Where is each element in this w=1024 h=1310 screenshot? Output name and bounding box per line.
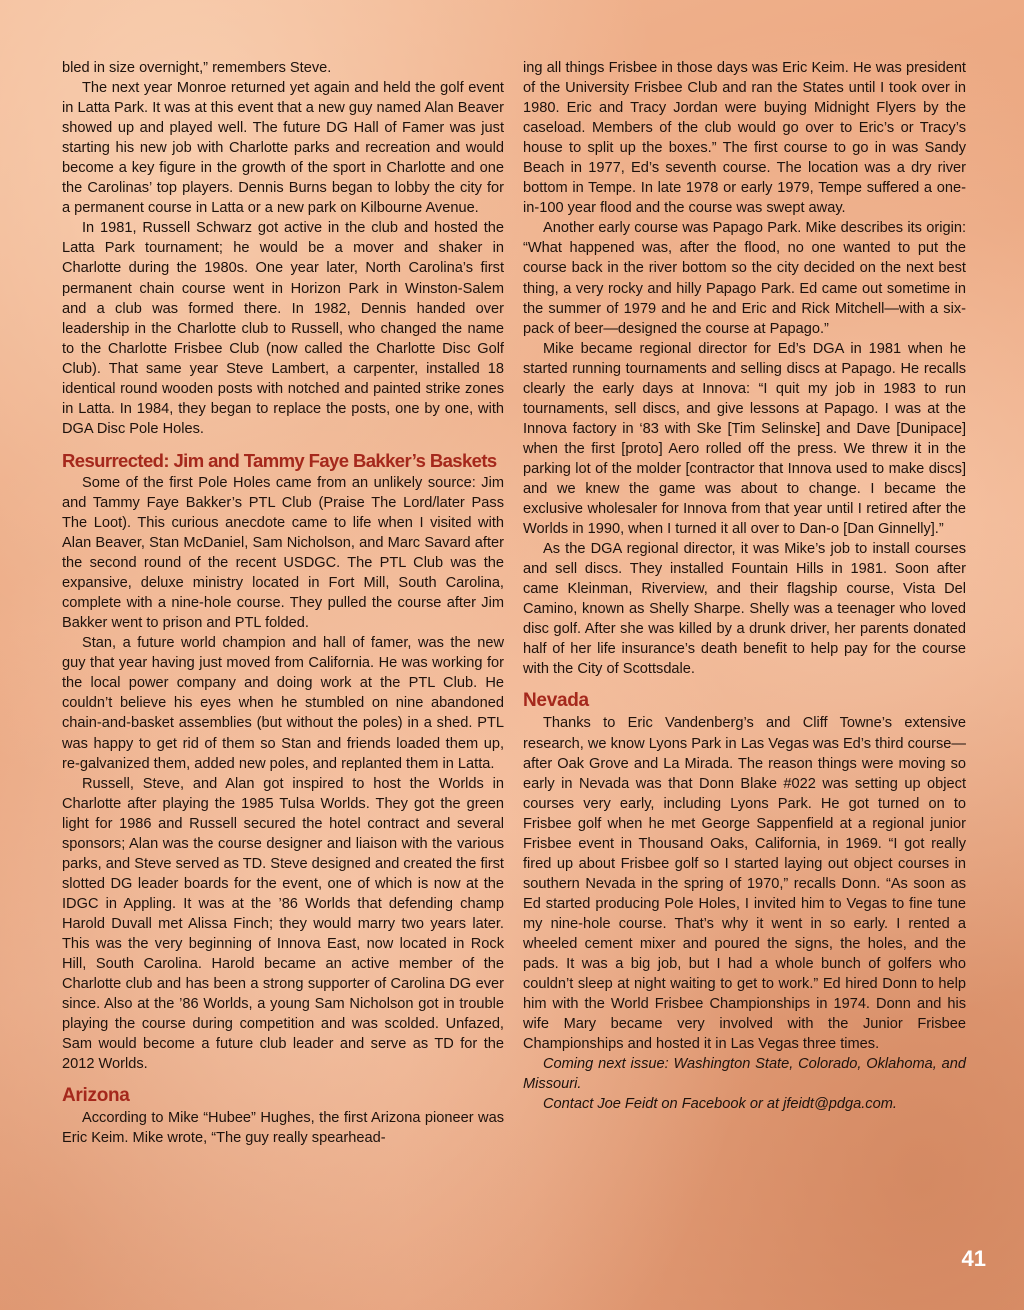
paragraph: As the DGA regional director, it was Mike’s job to install courses and sell discs. They installed Fountain Hills in 1981. Soon after came Kleinman, Riverview, and their flagship course, Vista Del Camino, known as Shelly Sharpe. Shelly was a teenager who loved disc golf. After she was killed by a drunk driver, her parents donated half of her life insurance’s death benefit to help pay for the course with the City of Scottsdale. [523,541,966,678]
left-column [62,58,504,1148]
paragraph: Stan, a future world champion and hall of famer, was the new guy that year having just moved from California. He was working for the local power company and doing work at the PTL Club. He couldn’t believe his eyes when he stumbled on nine abandoned chain-and-basket assemblies (but without the poles) in a shed. PTL was happy to get rid of them so Stan and friends loaded them up, re-galvanized them, added new poles, and replanted them in Latta. [62,635,504,772]
paragraph: ing all things Frisbee in those days was Eric Keim. He was president of the University Frisbee Club and ran the States until I took over in 1980. Eric and Tracy Jordan were buying Midnight Flyers by the caseload. Members of the club would go over to Eric’s or Tracy’s house to split up the boxes.” The first course to go in was Sandy Beach in 1977, Ed’s seventh course. The location was a dry river bottom in Tempe. In late 1978 or early 1979, Tempe suffered a one-in-100 year flood and the course was swept away. [523,60,966,217]
section-heading-arizona: Arizona [62,1085,130,1107]
paragraph: The next year Monroe returned yet again and held the golf event in Latta Park. It was at this event that a new guy named Alan Beaver showed up and played well. The future DG Hall of Famer was just starting his new job with Charlotte parks and recreation and would become a key figure in the growth of the sport in Charlotte and one the Carolinas’ top players. Dennis Burns began to lobby the city for a permanent course in Latta or a new park on Kilbourne Avenue. [62,80,504,217]
paragraph: Some of the first Pole Holes came from an unlikely source: Jim and Tammy Faye Bakker’s PTL Club (Praise The Lord/later Pass The Loot). This curious anecdote came to life when I visited with Alan Beaver, Stan McDaniel, Sam Nicholson, and Marc Savard after the second round of the recent USDGC. The PTL Club was the expansive, deluxe ministry located in Fort Mill, South Carolina, complete with a nine-hole course. They pulled the course after Jim Bakker went to prison and PTL folded. [62,474,504,632]
paragraph: bled in size overnight,” remembers Steve. [62,60,332,76]
paragraph: Mike became regional director for Ed’s DGA in 1981 when he started running tournaments and selling discs at Papago. He recalls clearly the early days at Innova: “I quit my job in 1983 to run tournaments, sell discs, and give lessons at Papago. I was at the Innova factory in ‘83 with Ske [Tim Selinske] and Dave [Dunipace] when the first [proto] Aero rolled off the press. We threw it in the parking lot of the molder [contractor that Innova used to make discs] and we knew the game was about to change. I became the exclusive wholesaler for Innova from that year until I retired after the Worlds in 1990, when I turned it all over to Dan-o [Dan Ginnelly].” [523,340,966,538]
paragraph: Russell, Steve, and Alan got inspired to host the Worlds in Charlotte after playing the 1985 Tulsa Worlds. They got the green light for 1986 and Russell secured the hotel contract and several sponsors; Alan was the course designer and liaison with the various parks, and Steve served as TD. Steve designed and created the first slotted DG leader boards for the event, one of which is now at the IDGC in Appling. It was at the ’86 Worlds that defending champ Harold Duvall met Alissa Finch; they would marry two years later. This was the very beginning of Innova East, now located in Rock Hill, South Carolina. Harold became an active member of the Charlotte club and has been a strong supporter of Carolina DG ever since. Also at the ’86 Worlds, a young Sam Nicholson got in trouble playing the course during competition and was scolded. Unfazed, Sam would become a future club leader and serve as TD for the 2012 Worlds. [62,775,504,1073]
next-issue-note: Coming next issue: Washington State, Colorado, Oklahoma, and Missouri. [523,1056,966,1093]
right-column [523,58,966,1114]
contact-note: Contact Joe Feidt on Facebook or at jfeidt@pdga.com. [543,1096,897,1113]
paragraph: In 1981, Russell Schwarz got active in the club and hosted the Latta Park tournament; he would be a mover and shaker in Charlotte during the 1980s. One year later, North Carolina’s first permanent chain course went in Horizon Park in Winston-Salem and a club was formed there. In 1982, Dennis handed over leadership in the Charlotte club to Russell, who changed the name to the Charlotte Frisbee Club (now called the Charlotte Disc Golf Club). That same year Steve Lambert, a carpenter, installed 18 identical round wooden posts with notched and painted strike zones in Latta. In 1984, they began to replace the posts, one by one, with DGA Disc Pole Holes. [62,220,504,437]
paragraph: According to Mike “Hubee” Hughes, the first Arizona pioneer was Eric Keim. Mike wrote, “The guy really spearhead- [62,1110,504,1147]
paragraph: Another early course was Papago Park. Mike describes its origin: “What happened was, after the flood, no one wanted to put the course back in the river bottom so the city decided on the next best thing, a very rocky and hilly Papago Park. Ed came out sometime in the summer of 1979 and he and Eric and Rick Mitchell—with a six-pack of beer—designed the course at Papago.” [523,220,966,337]
paragraph: Thanks to Eric Vandenberg’s and Cliff Towne’s extensive research, we know Lyons Park in Las Vegas was Ed’s third course—after Oak Grove and La Mirada. The reason things were moving so early in Nevada was that Donn Blake #022 was setting up object courses very early, including Lyons Park. He got turned on to Frisbee golf when he met George Sappenfield at a regional junior Frisbee event in Thousand Oaks, California, in 1969. “I got really fired up about Frisbee golf so I started laying out object courses in southern Nevada in the spring of 1970,” recalls Donn. “As soon as Ed started producing Pole Holes, I invited him to Vegas to fine tune my nine-hole course. That’s why it went in so early. I rented a wheeled cement mixer and poured the signs, the holes, and the pads. It was a big job, but I had a whole bunch of golfers who couldn’t sleep at night waiting to get to work.” Ed hired Donn to help him with the World Frisbee Championships in 1974. Donn and his wife Mary became very involved with the Junior Frisbee Championships and hosted it in Las Vegas three times. [523,715,966,1053]
page-number: 41 [961,1246,986,1271]
section-heading-nevada: Nevada [523,690,589,712]
section-heading-resurrected: Resurrected: Jim and Tammy Faye Bakker’s Baskets [62,449,497,471]
